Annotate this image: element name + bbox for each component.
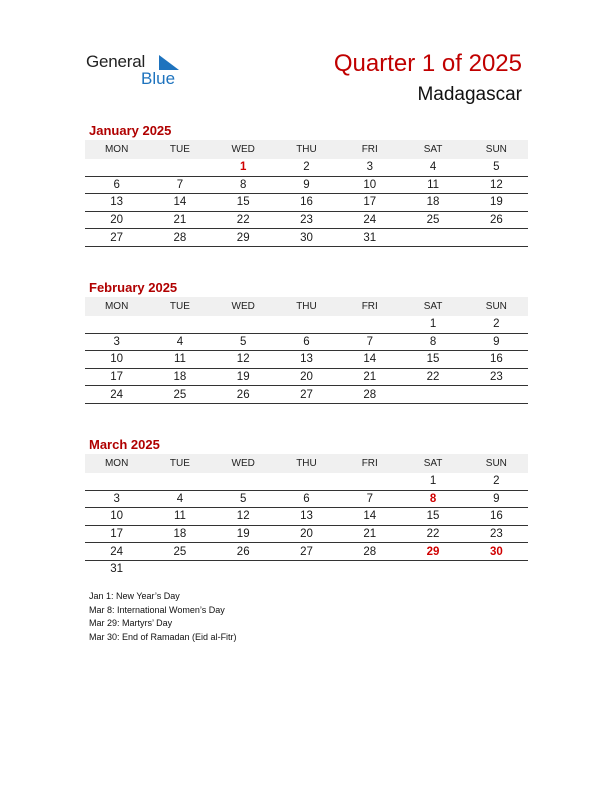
- day-cell: 30: [465, 543, 528, 561]
- holiday-note: Mar 29: Martyrs’ Day: [89, 618, 173, 628]
- day-cell: 27: [275, 386, 338, 404]
- day-cell: 18: [401, 194, 464, 212]
- day-cell: 19: [212, 525, 275, 543]
- month-block-march: [85, 436, 528, 578]
- day-cell: 18: [148, 525, 211, 543]
- day-cell: 28: [338, 386, 401, 404]
- day-cell: 24: [85, 543, 148, 561]
- day-cell: 14: [148, 194, 211, 212]
- day-cell: 27: [275, 543, 338, 561]
- day-cell: [338, 560, 401, 577]
- week-row: [85, 473, 528, 490]
- day-cell: 26: [212, 543, 275, 561]
- day-cell: 25: [148, 386, 211, 404]
- week-row: [85, 194, 528, 212]
- month-title: March 2025: [89, 437, 160, 452]
- day-cell: 17: [338, 194, 401, 212]
- day-cell: 11: [401, 176, 464, 194]
- day-cell: [212, 316, 275, 333]
- weekday-header: FRI: [338, 140, 401, 159]
- day-cell: 12: [212, 508, 275, 526]
- day-cell: 9: [465, 490, 528, 508]
- day-cell: 4: [401, 159, 464, 176]
- month-block-february: [85, 279, 528, 404]
- brand-triangle-icon: [159, 55, 179, 70]
- day-cell: 2: [465, 473, 528, 490]
- weekday-header: SUN: [465, 140, 528, 159]
- day-cell: 22: [401, 368, 464, 386]
- weekday-header: WED: [212, 140, 275, 159]
- day-cell: 10: [338, 176, 401, 194]
- day-cell: [148, 159, 211, 176]
- day-cell: 12: [212, 351, 275, 369]
- weekday-header: SAT: [401, 297, 464, 316]
- day-cell: 10: [85, 351, 148, 369]
- week-row: [85, 560, 528, 577]
- day-cell: [275, 316, 338, 333]
- day-cell: 25: [148, 543, 211, 561]
- day-cell: 29: [401, 543, 464, 561]
- day-cell: [148, 560, 211, 577]
- day-cell: [212, 560, 275, 577]
- day-cell: 14: [338, 508, 401, 526]
- day-cell: 16: [465, 508, 528, 526]
- day-cell: 1: [401, 473, 464, 490]
- week-row: [85, 333, 528, 351]
- month-title: January 2025: [89, 123, 172, 138]
- day-cell: [275, 560, 338, 577]
- day-cell: 30: [275, 229, 338, 247]
- day-cell: 13: [275, 351, 338, 369]
- month-block-january: [85, 122, 528, 247]
- weekday-header: MON: [85, 140, 148, 159]
- brand-word-general: General: [86, 52, 146, 71]
- holiday-note: Jan 1: New Year’s Day: [89, 591, 180, 601]
- day-cell: 24: [338, 211, 401, 229]
- day-cell: 9: [275, 176, 338, 194]
- day-cell: 9: [465, 333, 528, 351]
- week-row: [85, 490, 528, 508]
- day-cell: [401, 229, 464, 247]
- day-cell: [465, 560, 528, 577]
- day-cell: 16: [465, 351, 528, 369]
- day-cell: 20: [275, 525, 338, 543]
- day-cell: 26: [465, 211, 528, 229]
- day-cell: [148, 473, 211, 490]
- country-name: Madagascar: [417, 84, 522, 105]
- day-cell: 29: [212, 229, 275, 247]
- day-cell: [338, 473, 401, 490]
- day-cell: 7: [148, 176, 211, 194]
- day-cell: 15: [401, 508, 464, 526]
- weekday-header: MON: [85, 454, 148, 473]
- day-cell: 23: [275, 211, 338, 229]
- day-cell: 22: [401, 525, 464, 543]
- day-cell: 17: [85, 525, 148, 543]
- weekday-header: FRI: [338, 297, 401, 316]
- day-cell: 25: [401, 211, 464, 229]
- day-cell: 1: [401, 316, 464, 333]
- day-cell: 5: [212, 333, 275, 351]
- day-cell: 5: [465, 159, 528, 176]
- day-cell: 18: [148, 368, 211, 386]
- day-cell: 16: [275, 194, 338, 212]
- week-row: [85, 176, 528, 194]
- day-cell: 8: [212, 176, 275, 194]
- day-cell: 12: [465, 176, 528, 194]
- weekday-header: THU: [275, 454, 338, 473]
- page-title: Quarter 1 of 2025: [333, 50, 522, 77]
- day-cell: 6: [275, 333, 338, 351]
- day-cell: 11: [148, 508, 211, 526]
- day-cell: 21: [338, 525, 401, 543]
- day-cell: 22: [212, 211, 275, 229]
- day-cell: 3: [85, 333, 148, 351]
- month-grid: [85, 297, 528, 404]
- day-cell: [401, 560, 464, 577]
- day-cell: 21: [338, 368, 401, 386]
- week-row: [85, 316, 528, 333]
- day-cell: 8: [401, 490, 464, 508]
- day-cell: 4: [148, 490, 211, 508]
- day-cell: [338, 316, 401, 333]
- week-row: [85, 211, 528, 229]
- day-cell: 28: [338, 543, 401, 561]
- weekday-header: SUN: [465, 454, 528, 473]
- day-cell: 31: [338, 229, 401, 247]
- weekday-header: SUN: [465, 297, 528, 316]
- weekday-header: SAT: [401, 140, 464, 159]
- day-cell: 19: [465, 194, 528, 212]
- week-row: [85, 508, 528, 526]
- day-cell: 14: [338, 351, 401, 369]
- day-cell: [85, 316, 148, 333]
- weekday-header: FRI: [338, 454, 401, 473]
- day-cell: 13: [85, 194, 148, 212]
- weekday-header: TUE: [148, 140, 211, 159]
- day-cell: 20: [275, 368, 338, 386]
- weekday-header: TUE: [148, 297, 211, 316]
- day-cell: 26: [212, 386, 275, 404]
- weekday-header: MON: [85, 297, 148, 316]
- day-cell: [401, 386, 464, 404]
- weekday-header: TUE: [148, 454, 211, 473]
- day-cell: 2: [275, 159, 338, 176]
- month-grid: [85, 140, 528, 247]
- day-cell: 6: [85, 176, 148, 194]
- week-row: [85, 368, 528, 386]
- day-cell: 20: [85, 211, 148, 229]
- brand-word-blue: Blue: [141, 69, 176, 88]
- holiday-note: Mar 8: International Women’s Day: [89, 604, 225, 615]
- week-row: [85, 543, 528, 561]
- brand-logo: [86, 52, 196, 92]
- weekday-header: THU: [275, 297, 338, 316]
- day-cell: 7: [338, 490, 401, 508]
- day-cell: 31: [110, 563, 124, 576]
- day-cell: [465, 386, 528, 404]
- day-cell: 2: [465, 316, 528, 333]
- day-cell: 15: [401, 351, 464, 369]
- day-cell: [212, 473, 275, 490]
- weekday-header: THU: [275, 140, 338, 159]
- day-cell: 23: [465, 525, 528, 543]
- weekday-header: WED: [212, 297, 275, 316]
- day-cell: 21: [148, 211, 211, 229]
- month-grid: [85, 454, 528, 578]
- day-cell: 3: [85, 490, 148, 508]
- day-cell: 8: [401, 333, 464, 351]
- week-row: [85, 525, 528, 543]
- day-cell: 10: [85, 508, 148, 526]
- month-title: February 2025: [89, 280, 178, 295]
- day-cell: 13: [275, 508, 338, 526]
- day-cell: [85, 473, 148, 490]
- weekday-header: SAT: [401, 454, 464, 473]
- day-cell: 28: [148, 229, 211, 247]
- day-cell: [148, 316, 211, 333]
- day-cell: 11: [148, 351, 211, 369]
- holiday-note: Mar 30: End of Ramadan (Eid al-Fitr): [89, 631, 237, 642]
- week-row: [85, 351, 528, 369]
- day-cell: 17: [85, 368, 148, 386]
- day-cell: [85, 159, 148, 176]
- day-cell: 23: [465, 368, 528, 386]
- holiday-notes: [89, 590, 237, 644]
- day-cell: 24: [85, 386, 148, 404]
- week-row: [85, 229, 528, 247]
- weekday-header: WED: [212, 454, 275, 473]
- day-cell: 5: [212, 490, 275, 508]
- day-cell: 27: [85, 229, 148, 247]
- week-row: [85, 159, 528, 176]
- day-cell: 15: [212, 194, 275, 212]
- day-cell: [275, 473, 338, 490]
- day-cell: 1: [212, 159, 275, 176]
- day-cell: [465, 229, 528, 247]
- day-cell: 7: [338, 333, 401, 351]
- day-cell: 19: [212, 368, 275, 386]
- week-row: [85, 386, 528, 404]
- day-cell: 6: [275, 490, 338, 508]
- day-cell: 4: [148, 333, 211, 351]
- day-cell: 3: [338, 159, 401, 176]
